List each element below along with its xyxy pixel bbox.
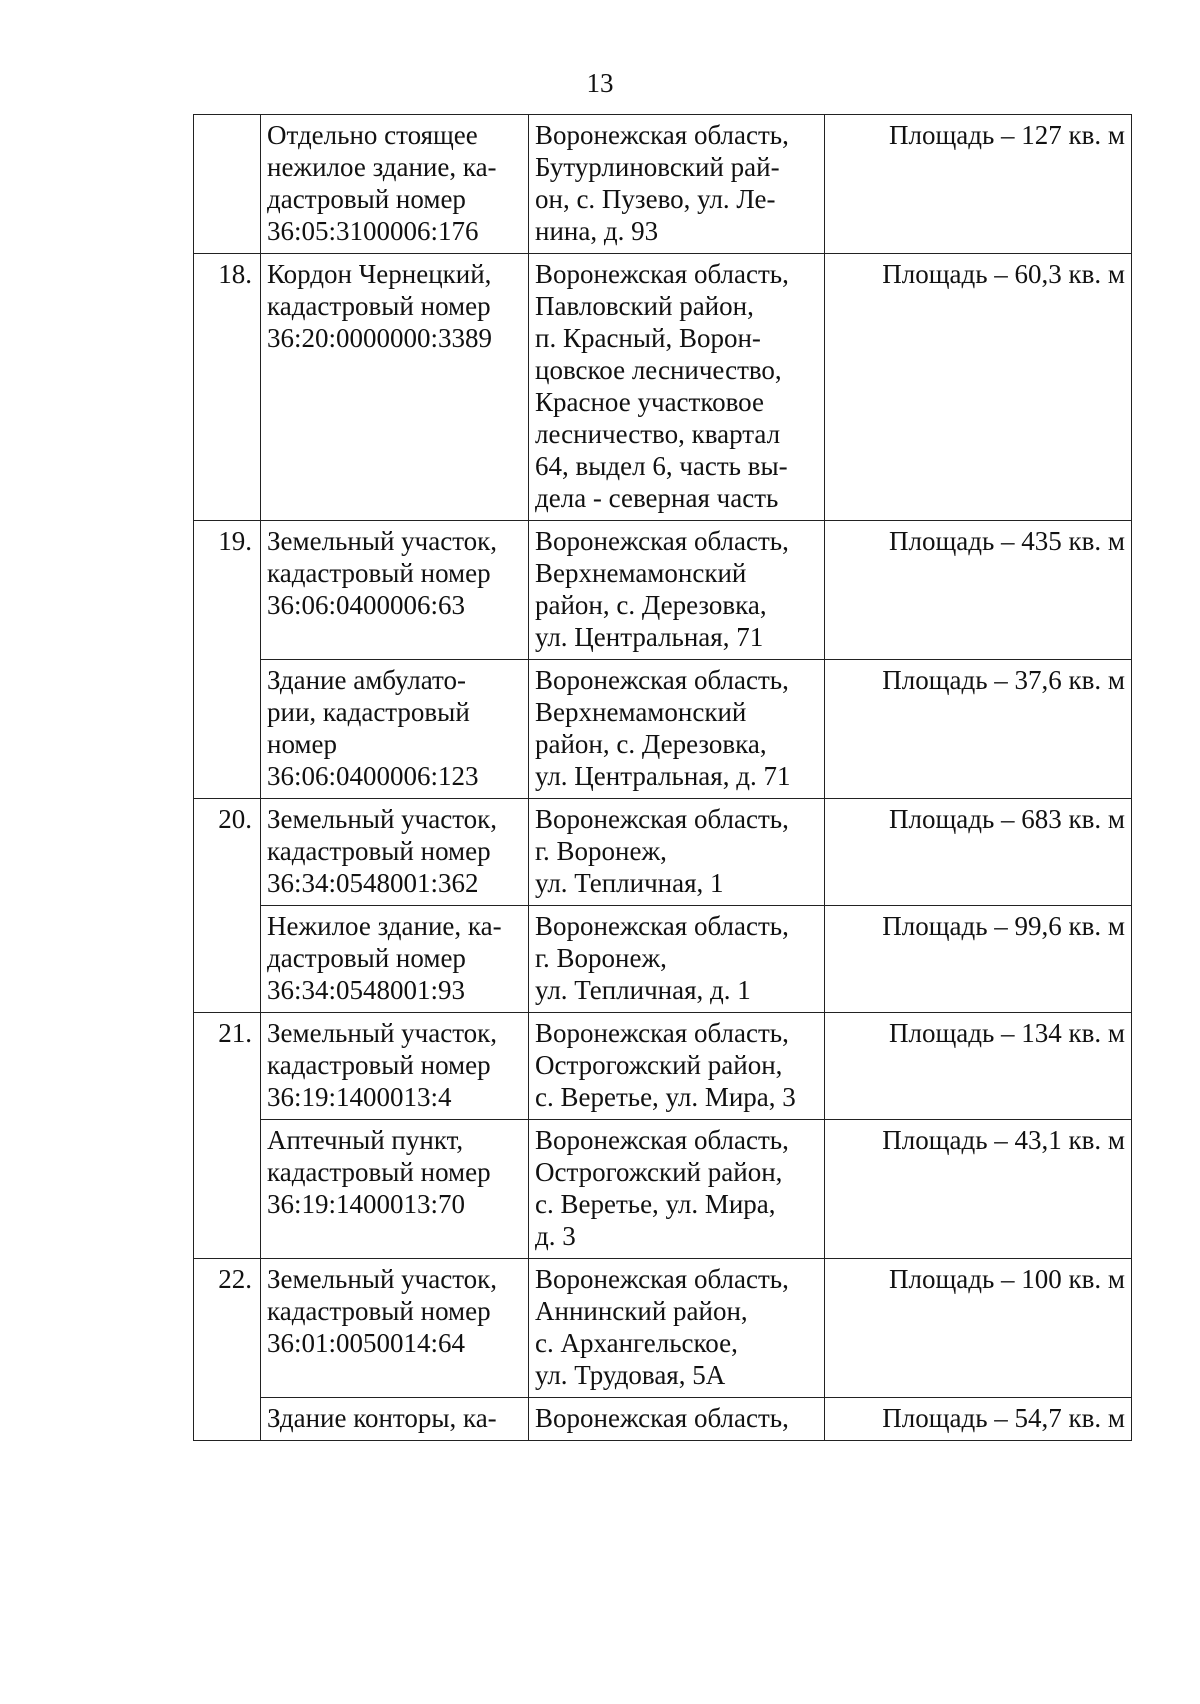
object-line: кадастровый номер bbox=[267, 1050, 491, 1080]
address-line: Верхнемамонский bbox=[535, 558, 747, 588]
object-address bbox=[529, 1259, 825, 1398]
table-row bbox=[194, 799, 1132, 906]
object-line: Отдельно стоящее bbox=[267, 120, 478, 150]
address-line: Воронежская область, bbox=[535, 665, 789, 695]
address-line: Острогожский район, bbox=[535, 1157, 783, 1187]
address-line: п. Красный, Ворон- bbox=[535, 323, 761, 353]
address-line: Воронежская область, bbox=[535, 1403, 789, 1433]
table-row bbox=[194, 115, 1132, 254]
object-description bbox=[261, 1259, 529, 1398]
object-line: кадастровый номер bbox=[267, 291, 491, 321]
address-line: нина, д. 93 bbox=[535, 216, 659, 246]
table-row bbox=[194, 1398, 1132, 1441]
object-area: Площадь – 37,6 кв. м bbox=[825, 660, 1132, 799]
row-number: 18. bbox=[194, 254, 261, 521]
table-row bbox=[194, 1013, 1132, 1120]
object-line: кадастровый номер bbox=[267, 1157, 491, 1187]
object-line: 36:06:0400006:63 bbox=[267, 590, 466, 620]
property-table-body bbox=[194, 115, 1132, 1441]
address-line: Воронежская область, bbox=[535, 259, 789, 289]
address-line: Воронежская область, bbox=[535, 1125, 789, 1155]
object-description bbox=[261, 115, 529, 254]
object-address bbox=[529, 660, 825, 799]
address-line: ул. Тепличная, 1 bbox=[535, 868, 724, 898]
object-area: Площадь – 683 кв. м bbox=[825, 799, 1132, 906]
row-number: 21. bbox=[194, 1013, 261, 1120]
object-address bbox=[529, 799, 825, 906]
object-address bbox=[529, 1013, 825, 1120]
address-line: ул. Центральная, д. 71 bbox=[535, 761, 791, 791]
address-line: район, с. Дерезовка, bbox=[535, 729, 767, 759]
address-line: ул. Центральная, 71 bbox=[535, 622, 764, 652]
object-line: 36:34:0548001:362 bbox=[267, 868, 479, 898]
row-number bbox=[194, 1120, 261, 1259]
address-line: Красное участковое bbox=[535, 387, 764, 417]
address-line: Воронежская область, bbox=[535, 1018, 789, 1048]
object-address bbox=[529, 1120, 825, 1259]
object-line: Земельный участок, bbox=[267, 526, 498, 556]
object-line: 36:01:0050014:64 bbox=[267, 1328, 466, 1358]
object-description bbox=[261, 521, 529, 660]
object-description bbox=[261, 254, 529, 521]
object-line: Земельный участок, bbox=[267, 804, 498, 834]
row-number bbox=[194, 906, 261, 1013]
row-number bbox=[194, 1398, 261, 1441]
table-row bbox=[194, 521, 1132, 660]
object-area: Площадь – 100 кв. м bbox=[825, 1259, 1132, 1398]
table-row bbox=[194, 1120, 1132, 1259]
row-number: 22. bbox=[194, 1259, 261, 1398]
object-line: 36:05:3100006:176 bbox=[267, 216, 479, 246]
object-line: кадастровый номер bbox=[267, 836, 491, 866]
object-area: Площадь – 54,7 кв. м bbox=[825, 1398, 1132, 1441]
address-line: г. Воронеж, bbox=[535, 836, 667, 866]
object-address bbox=[529, 254, 825, 521]
object-description bbox=[261, 660, 529, 799]
object-area: Площадь – 60,3 кв. м bbox=[825, 254, 1132, 521]
object-line: дастровый номер bbox=[267, 943, 466, 973]
object-line: 36:19:1400013:4 bbox=[267, 1082, 452, 1112]
table-row bbox=[194, 906, 1132, 1013]
object-line: 36:19:1400013:70 bbox=[267, 1189, 466, 1219]
object-address bbox=[529, 1398, 825, 1441]
address-line: Воронежская область, bbox=[535, 804, 789, 834]
object-description bbox=[261, 1398, 529, 1441]
object-line: Нежилое здание, ка- bbox=[267, 911, 502, 941]
object-line: рии, кадастровый bbox=[267, 697, 470, 727]
object-line: Аптечный пункт, bbox=[267, 1125, 464, 1155]
address-line: дела - северная часть bbox=[535, 483, 779, 513]
object-line: кадастровый номер bbox=[267, 1296, 491, 1326]
address-line: Острогожский район, bbox=[535, 1050, 783, 1080]
object-line: нежилое здание, ка- bbox=[267, 152, 497, 182]
address-line: ул. Тепличная, д. 1 bbox=[535, 975, 751, 1005]
address-line: Воронежская область, bbox=[535, 526, 789, 556]
object-line: 36:34:0548001:93 bbox=[267, 975, 466, 1005]
address-line: Верхнемамонский bbox=[535, 697, 747, 727]
object-line: Кордон Чернецкий, bbox=[267, 259, 492, 289]
address-line: с. Архангельское, bbox=[535, 1328, 738, 1358]
object-description bbox=[261, 906, 529, 1013]
address-line: Воронежская область, bbox=[535, 1264, 789, 1294]
row-number bbox=[194, 115, 261, 254]
address-line: Воронежская область, bbox=[535, 120, 789, 150]
object-address bbox=[529, 906, 825, 1013]
object-address bbox=[529, 521, 825, 660]
object-line: 36:20:0000000:3389 bbox=[267, 323, 493, 353]
object-area: Площадь – 127 кв. м bbox=[825, 115, 1132, 254]
address-line: он, с. Пузево, ул. Ле- bbox=[535, 184, 776, 214]
row-number: 20. bbox=[194, 799, 261, 906]
address-line: г. Воронеж, bbox=[535, 943, 667, 973]
object-line: номер bbox=[267, 729, 338, 759]
object-line: Земельный участок, bbox=[267, 1018, 498, 1048]
address-line: 64, выдел 6, часть вы- bbox=[535, 451, 788, 481]
address-line: с. Веретье, ул. Мира, 3 bbox=[535, 1082, 796, 1112]
table-row bbox=[194, 1259, 1132, 1398]
address-line: Аннинский район, bbox=[535, 1296, 748, 1326]
row-number bbox=[194, 660, 261, 799]
object-line: Земельный участок, bbox=[267, 1264, 498, 1294]
object-description bbox=[261, 1120, 529, 1259]
table-row bbox=[194, 660, 1132, 799]
object-area: Площадь – 99,6 кв. м bbox=[825, 906, 1132, 1013]
address-line: Павловский район, bbox=[535, 291, 754, 321]
object-area: Площадь – 43,1 кв. м bbox=[825, 1120, 1132, 1259]
object-area: Площадь – 134 кв. м bbox=[825, 1013, 1132, 1120]
address-line: лесничество, квартал bbox=[535, 419, 781, 449]
address-line: ул. Трудовая, 5А bbox=[535, 1360, 726, 1390]
property-table bbox=[193, 114, 1132, 1441]
object-line: кадастровый номер bbox=[267, 558, 491, 588]
address-line: с. Веретье, ул. Мира, bbox=[535, 1189, 776, 1219]
object-line: Здание конторы, ка- bbox=[267, 1403, 497, 1433]
table-row bbox=[194, 254, 1132, 521]
row-number: 19. bbox=[194, 521, 261, 660]
object-line: дастровый номер bbox=[267, 184, 466, 214]
address-line: район, с. Дерезовка, bbox=[535, 590, 767, 620]
page-number: 13 bbox=[586, 68, 614, 98]
address-line: цовское лесничество, bbox=[535, 355, 782, 385]
object-line: 36:06:0400006:123 bbox=[267, 761, 479, 791]
address-line: д. 3 bbox=[535, 1221, 576, 1251]
address-line: Бутурлиновский рай- bbox=[535, 152, 780, 182]
object-description bbox=[261, 1013, 529, 1120]
address-line: Воронежская область, bbox=[535, 911, 789, 941]
object-line: Здание амбулато- bbox=[267, 665, 466, 695]
object-address bbox=[529, 115, 825, 254]
object-area: Площадь – 435 кв. м bbox=[825, 521, 1132, 660]
object-description bbox=[261, 799, 529, 906]
